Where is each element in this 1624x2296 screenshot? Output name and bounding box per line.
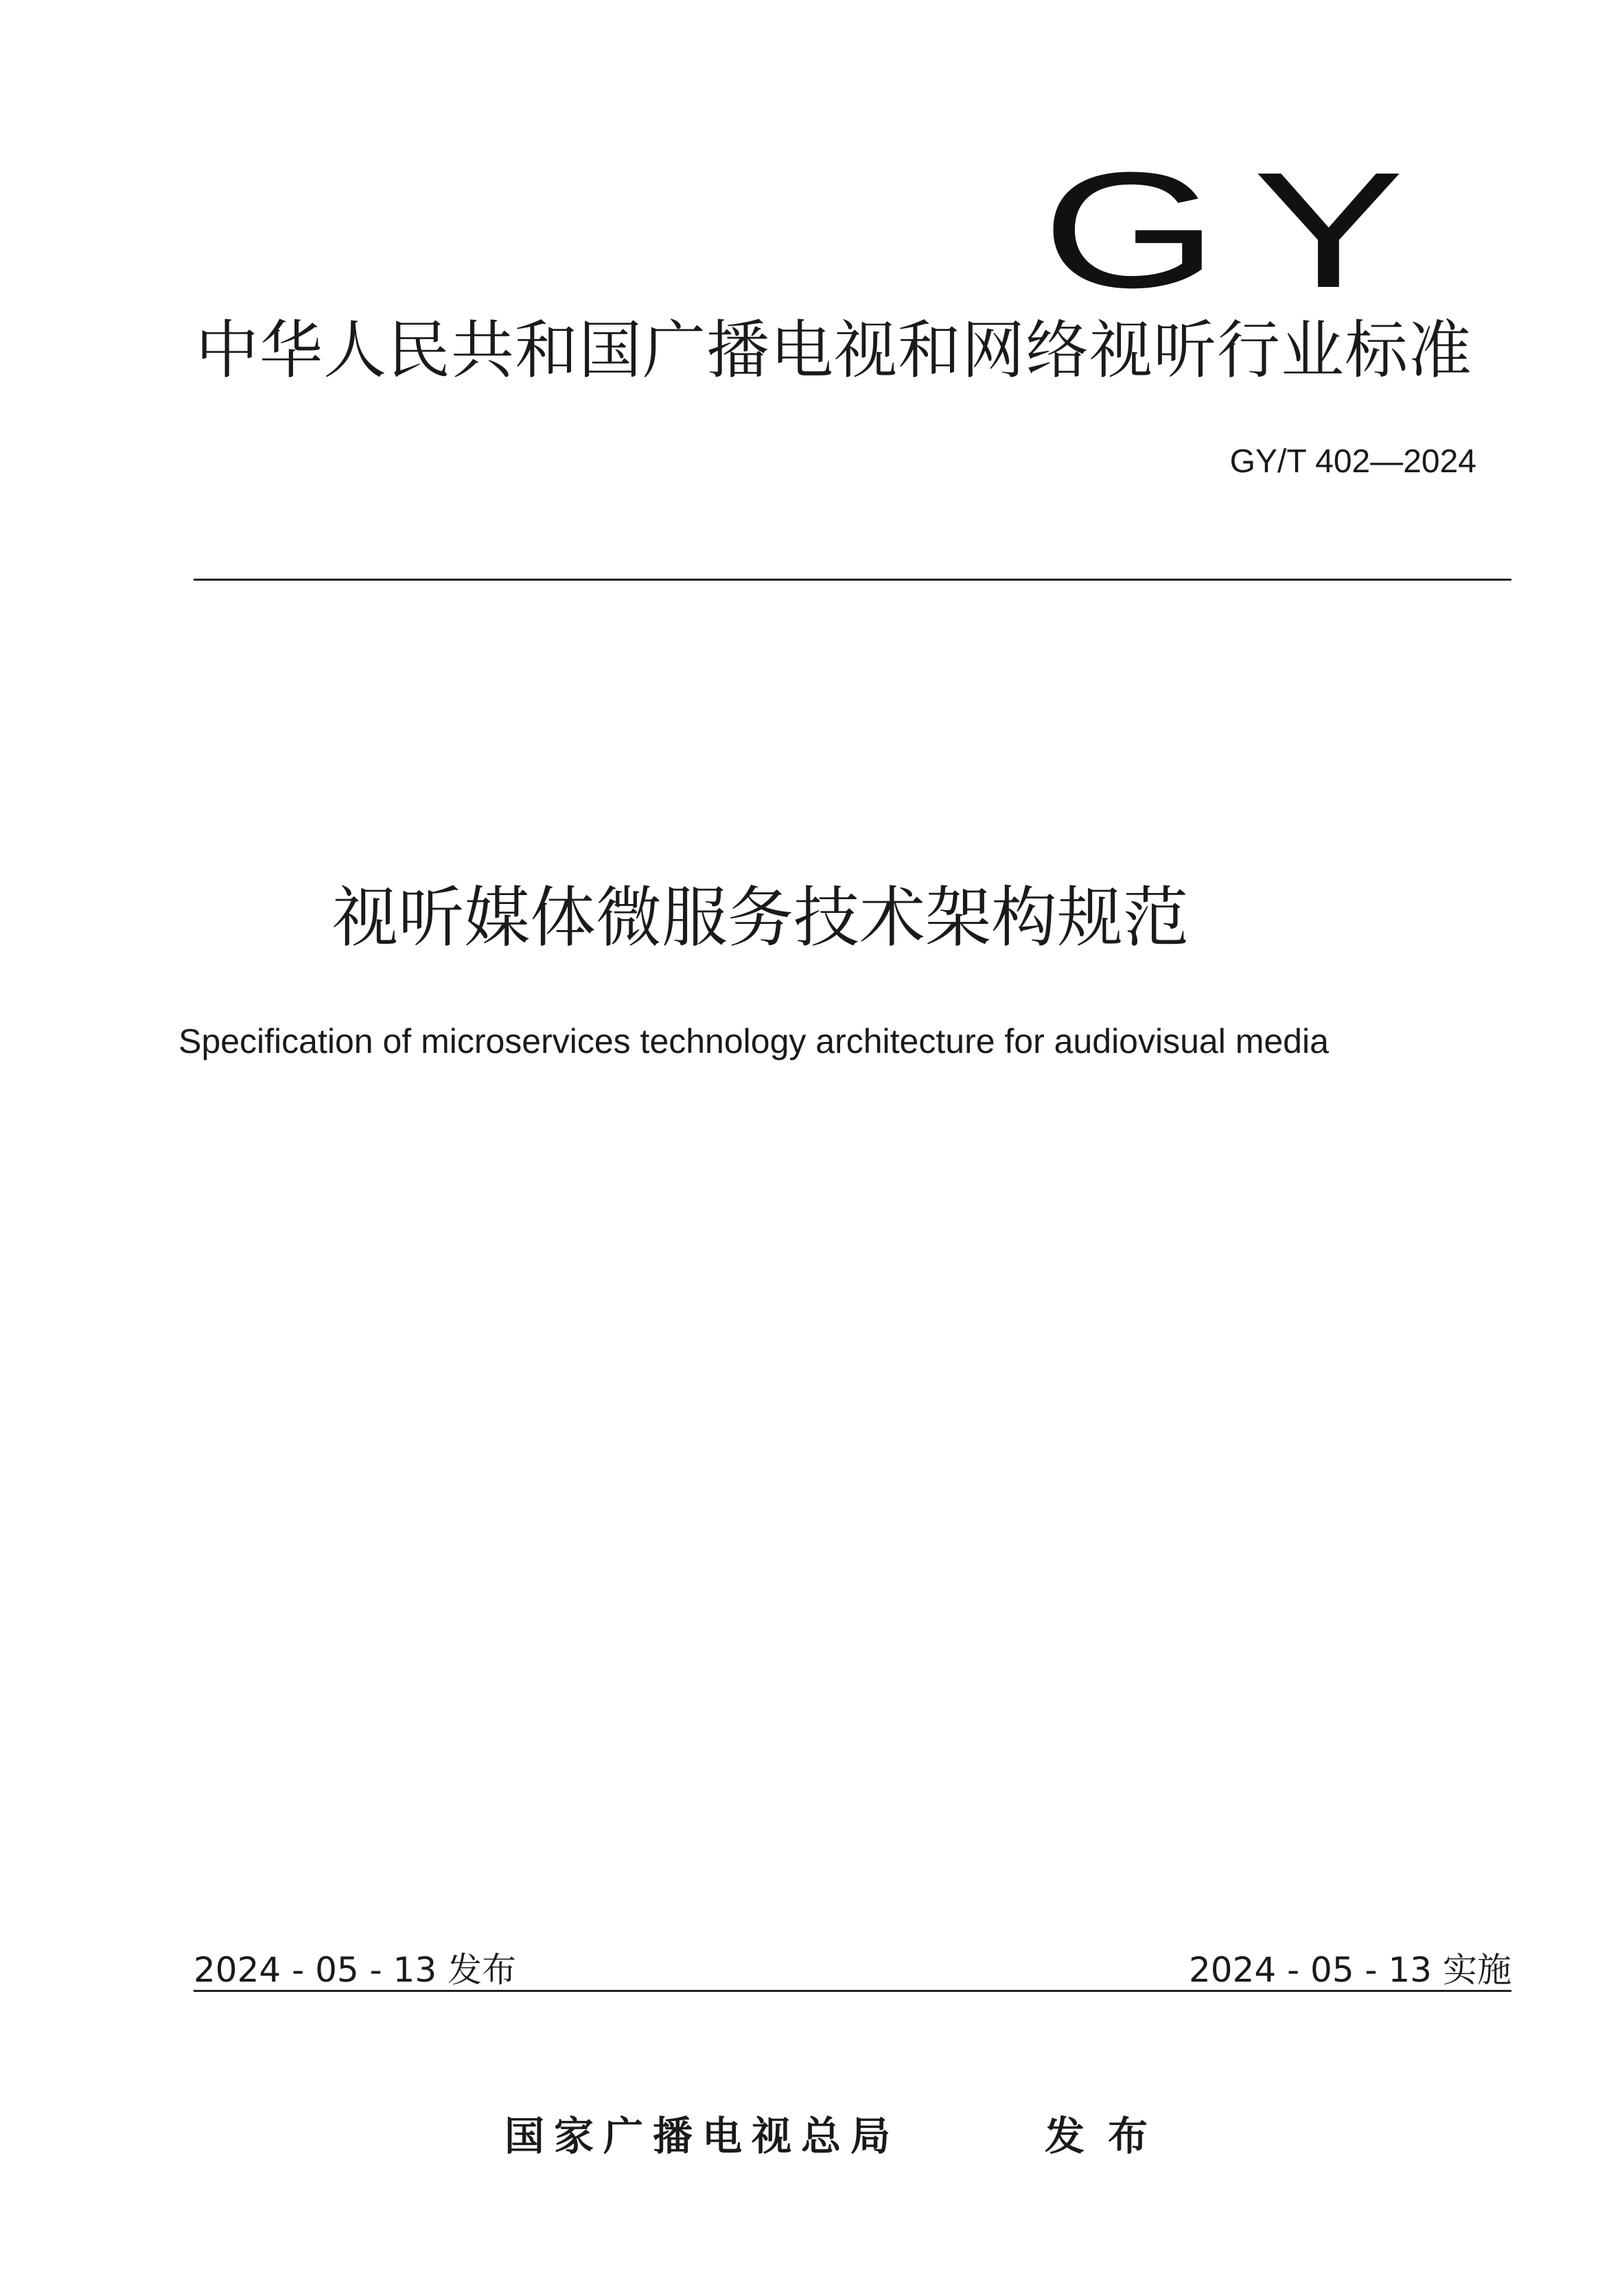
issue-date: 2024 - 05 - 13 发布: [194, 1950, 517, 1990]
document-title-english: Specification of microservices technology architecture for audiovisual media: [178, 1022, 1329, 1060]
publisher-name: 国家广播电视总局: [504, 2113, 901, 2159]
publish-label: 发布: [1045, 2113, 1172, 2159]
implementation-date: 2024 - 05 - 13 实施: [1188, 1950, 1511, 1990]
top-divider: [194, 579, 1511, 581]
standard-code: GY/T 402—2024: [1229, 443, 1476, 480]
bottom-divider: [194, 1990, 1511, 1992]
document-title-chinese: 视听媒体微服务技术架构规范: [332, 879, 1189, 956]
gy-logo: GY: [1042, 138, 1439, 322]
standard-type: 中华人民共和国广播电视和网络视听行业标准: [196, 314, 1473, 387]
